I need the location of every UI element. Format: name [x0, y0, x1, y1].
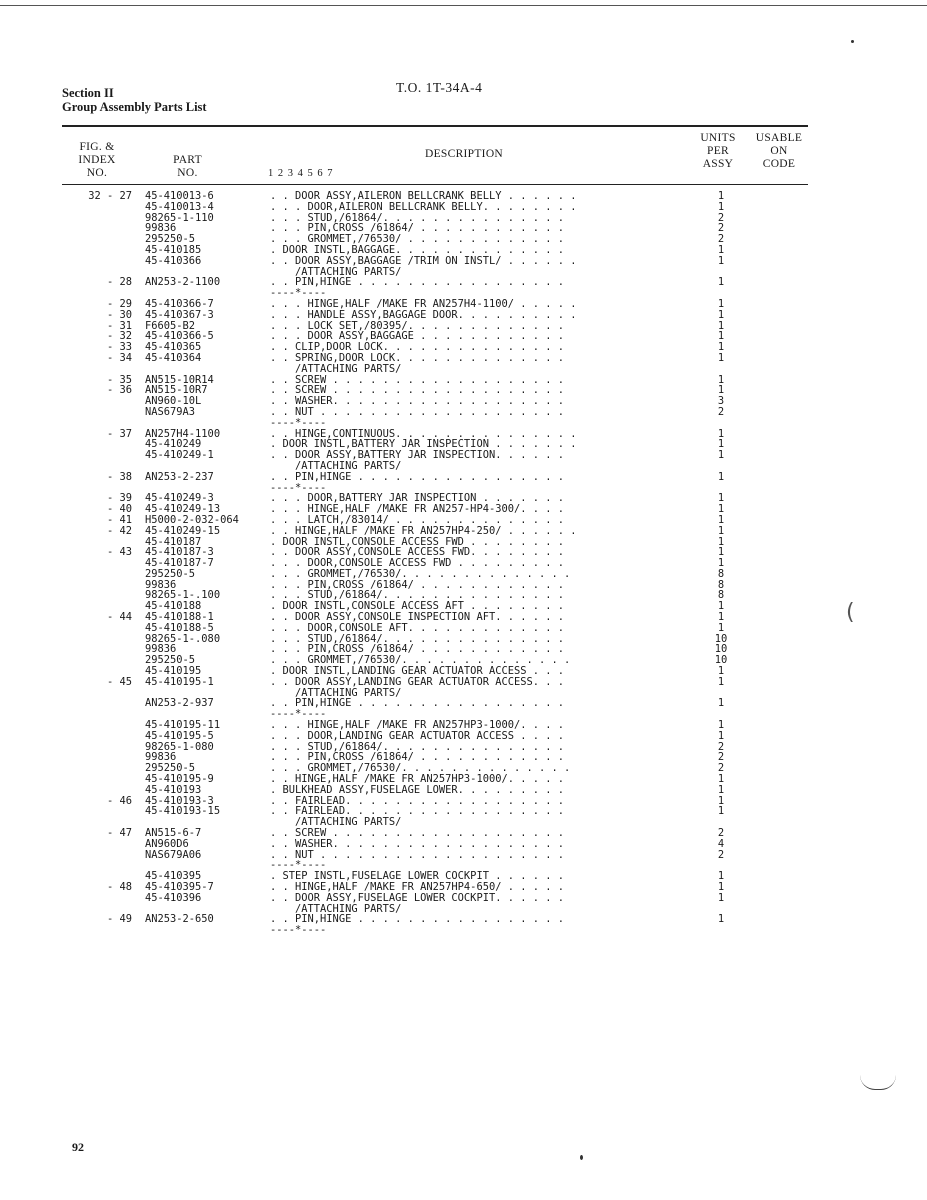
units-per-assy-cell: 1	[717, 535, 725, 548]
fig-index-cell: - 45	[106, 675, 132, 688]
fig-index-cell: - 34	[106, 351, 132, 364]
table-row	[0, 526, 927, 537]
units-per-assy-cell: 1	[717, 449, 725, 462]
description-cell: . . NUT . . . . . . . . . . . . . . . . . . . .	[270, 848, 565, 861]
description-cell: . . SCREW . . . . . . . . . . . . . . . . . . .	[270, 384, 565, 397]
col-header-usable-on-code	[748, 132, 810, 171]
fig-index-cell: - 43	[106, 546, 132, 559]
fig-index-cell: - 31	[106, 319, 132, 332]
table-row	[0, 277, 927, 288]
margin-stroke-mark	[860, 1075, 896, 1090]
part-number-cell: 45-410187-7	[145, 557, 214, 570]
table-row	[0, 850, 927, 861]
part-number-cell: F6605-B2	[145, 319, 196, 332]
part-number-cell: 45-410366-5	[145, 330, 214, 343]
units-per-assy-cell: 1	[717, 881, 725, 893]
col-header-line: ON	[770, 145, 788, 157]
units-per-assy-cell: 10	[714, 632, 728, 645]
description-cell: . . . DOOR,CONSOLE ACCESS FWD . . . . . . . . .	[270, 557, 565, 570]
part-number-cell: 45-410395-7	[145, 881, 214, 893]
table-row	[0, 418, 927, 429]
units-per-assy-cell: 1	[717, 891, 725, 904]
units-per-assy-cell: 1	[717, 427, 725, 440]
part-number-cell: 45-410188	[145, 600, 202, 613]
description-cell: . . DOOR ASSY,CONSOLE ACCESS FWD. . . . . . . .	[270, 546, 565, 559]
part-number-cell: 45-410367-3	[145, 308, 214, 321]
description-cell: . . FAIRLEAD. . . . . . . . . . . . . . . . . .	[270, 805, 565, 818]
table-row	[0, 893, 927, 904]
description-cell: ----*----	[270, 859, 327, 872]
units-per-assy-cell: 1	[717, 384, 725, 397]
units-per-assy-cell: 1	[717, 621, 725, 634]
part-number-cell: 45-410395	[145, 870, 202, 883]
fig-index-cell: 32 - 27	[88, 190, 132, 202]
table-row	[0, 925, 927, 936]
col-header-line: UNITS	[700, 132, 736, 144]
part-number-cell: AN253-2-650	[145, 913, 214, 926]
table-row	[0, 806, 927, 817]
description-cell: . . DOOR ASSY,BATTERY JAR INSPECTION. . . . . .	[270, 449, 565, 462]
units-per-assy-cell: 2	[717, 740, 725, 753]
table-row	[0, 256, 927, 267]
fig-index-cell: - 30	[106, 308, 132, 321]
description-cell: . . DOOR ASSY,FUSELAGE LOWER COCKPIT. . . . . .	[270, 891, 565, 904]
part-number-cell: 295250-5	[145, 654, 196, 667]
fig-index-cell: - 39	[106, 492, 132, 505]
description-cell: . . . LATCH,/83014/ . . . . . . . . . . . . . .	[270, 513, 565, 526]
fig-index-cell: - 35	[106, 373, 132, 386]
part-number-cell: 45-410366	[145, 254, 202, 267]
part-number-cell: 98265-1-110	[145, 211, 214, 224]
description-cell: /ATTACHING PARTS/	[270, 816, 402, 829]
description-cell: . . WASHER. . . . . . . . . . . . . . . . . . .	[270, 837, 565, 850]
table-row	[0, 472, 927, 483]
part-number-cell: 98265-1-.080	[145, 632, 221, 645]
description-cell: . . . STUD,/61864/. . . . . . . . . . . . . . .	[270, 740, 565, 753]
fig-index-cell: - 46	[106, 794, 132, 807]
part-number-cell: 45-410013-4	[145, 200, 214, 213]
units-per-assy-cell: 1	[717, 513, 725, 526]
description-cell: . . NUT . . . . . . . . . . . . . . . . . . . .	[270, 405, 565, 418]
page-number: 92	[72, 1140, 84, 1154]
col-header-description: DESCRIPTION	[424, 148, 504, 160]
description-cell: . . . HINGE,HALF /MAKE FR AN257-HP4-300/. . . .	[270, 503, 565, 516]
col-header-units-per-assy	[690, 132, 746, 171]
units-per-assy-cell: 1	[717, 805, 725, 818]
col-header-indent-levels: 1 2 3 4 5 6 7	[268, 168, 334, 179]
description-cell: . DOOR INSTL,CONSOLE ACCESS FWD . . . . . . . .	[270, 535, 565, 548]
description-cell: ----*----	[270, 287, 327, 300]
units-per-assy-cell: 1	[717, 665, 725, 678]
table-row	[0, 310, 927, 321]
part-number-cell: 45-410195	[145, 665, 202, 678]
description-cell: . . PIN,HINGE . . . . . . . . . . . . . . . . .	[270, 697, 565, 710]
units-per-assy-cell: 1	[717, 913, 725, 926]
units-per-assy-cell: 1	[717, 254, 725, 267]
fig-index-cell: - 40	[106, 503, 132, 516]
col-header-line: PART	[173, 154, 202, 166]
description-cell: . . HINGE,HALF /MAKE FR AN257HP3-1000/. . . . .	[270, 773, 565, 786]
description-cell: . DOOR INSTL,CONSOLE ACCESS AFT . . . . . . . .	[270, 600, 565, 613]
units-per-assy-cell: 1	[717, 341, 725, 354]
col-header-line: NO.	[86, 167, 108, 179]
part-number-cell: 45-410193-3	[145, 794, 214, 807]
scan-speck	[580, 1155, 583, 1160]
description-cell: /ATTACHING PARTS/	[270, 686, 402, 699]
description-cell: . . . DOOR,LANDING GEAR ACTUATOR ACCESS . . . .	[270, 729, 565, 742]
units-per-assy-cell: 2	[717, 211, 725, 224]
part-number-cell: 45-410249-15	[145, 524, 221, 537]
part-number-cell: 45-410193	[145, 783, 202, 796]
fig-index-cell: - 48	[106, 881, 132, 893]
part-number-cell: 45-410195-9	[145, 773, 214, 786]
units-per-assy-cell: 1	[717, 297, 725, 310]
fig-index-cell: - 41	[106, 513, 132, 526]
description-cell: . . . DOOR ASSY,BAGGAGE . . . . . . . . . . . .	[270, 330, 565, 343]
description-cell: ----*----	[270, 708, 327, 721]
description-cell: . . . GROMMET,/76530/. . . . . . . . . . . . . .	[270, 654, 571, 667]
part-number-cell: 45-410187-3	[145, 546, 214, 559]
part-number-cell: 99836	[145, 222, 177, 235]
units-per-assy-cell: 1	[717, 200, 725, 213]
units-per-assy-cell: 1	[717, 373, 725, 386]
units-per-assy-cell: 1	[717, 492, 725, 505]
description-cell: . . SCREW . . . . . . . . . . . . . . . . . . .	[270, 827, 565, 840]
units-per-assy-cell: 1	[717, 276, 725, 289]
table-row	[0, 202, 927, 213]
part-number-cell: 99836	[145, 643, 177, 656]
table-row	[0, 839, 927, 850]
units-per-assy-cell: 2	[717, 827, 725, 840]
units-per-assy-cell: 1	[717, 438, 725, 451]
fig-index-cell: - 29	[106, 297, 132, 310]
table-row	[0, 407, 927, 418]
description-cell: . . PIN,HINGE . . . . . . . . . . . . . . . . .	[270, 913, 565, 926]
part-number-cell: AN960D6	[145, 837, 189, 850]
part-number-cell: AN515-6-7	[145, 827, 202, 840]
part-number-cell: NAS679A3	[145, 405, 196, 418]
section-header	[62, 86, 207, 114]
description-cell: . . . DOOR,AILERON BELLCRANK BELLY. . . . . . . .	[270, 200, 577, 213]
col-header-line: CODE	[762, 158, 796, 170]
table-row	[0, 914, 927, 925]
description-cell: . . . STUD,/61864/. . . . . . . . . . . . . . .	[270, 632, 565, 645]
units-per-assy-cell: 1	[717, 243, 725, 256]
description-cell: . . DOOR ASSY,CONSOLE INSPECTION AFT. . . . . .	[270, 611, 565, 624]
description-cell: ----*----	[270, 924, 327, 937]
part-number-cell: H5000-2-032-064	[145, 513, 239, 526]
description-cell: . . PIN,HINGE . . . . . . . . . . . . . . . . .	[270, 470, 565, 483]
part-number-cell: 295250-5	[145, 762, 196, 775]
part-number-cell: 45-410249-1	[145, 449, 214, 462]
part-number-cell: 45-410188-5	[145, 621, 214, 634]
part-number-cell: AN257H4-1100	[145, 427, 221, 440]
fig-index-cell: - 32	[106, 330, 132, 343]
units-per-assy-cell: 1	[717, 675, 725, 688]
description-cell: . . . HINGE,HALF /MAKE FR AN257H4-1100/ . . . . .	[270, 297, 577, 310]
description-cell: . . HINGE,HALF /MAKE FR AN257HP4-250/ . . . . . .	[270, 524, 577, 537]
units-per-assy-cell: 1	[717, 546, 725, 559]
fig-index-cell: - 28	[106, 276, 132, 289]
table-header-rule	[62, 184, 808, 185]
table-row	[0, 698, 927, 709]
units-per-assy-cell: 10	[714, 654, 728, 667]
part-number-cell: 295250-5	[145, 233, 196, 246]
fig-index-cell: - 38	[106, 470, 132, 483]
part-number-cell: 45-410365	[145, 341, 202, 354]
description-cell: . . . STUD,/61864/. . . . . . . . . . . . . . .	[270, 211, 565, 224]
parts-list-table	[0, 191, 927, 936]
units-per-assy-cell: 2	[717, 848, 725, 861]
units-per-assy-cell: 8	[717, 578, 725, 591]
description-cell: . . SCREW . . . . . . . . . . . . . . . . . . .	[270, 373, 565, 386]
description-cell: . . FAIRLEAD. . . . . . . . . . . . . . . . . .	[270, 794, 565, 807]
section-subtitle: Group Assembly Parts List	[62, 100, 207, 114]
description-cell: . . . PIN,CROSS /61864/ . . . . . . . . . . . .	[270, 222, 565, 235]
units-per-assy-cell: 1	[717, 557, 725, 570]
units-per-assy-cell: 8	[717, 589, 725, 602]
part-number-cell: 45-410193-15	[145, 805, 221, 818]
table-row	[0, 353, 927, 364]
description-cell: . DOOR INSTL,BATTERY JAR INSPECTION . . . . . . .	[270, 438, 577, 451]
description-cell: . . SPRING,DOOR LOCK. . . . . . . . . . . . . .	[270, 351, 565, 364]
table-row	[0, 785, 927, 796]
description-cell: . . . GROMMET,/76530/. . . . . . . . . . . . . .	[270, 567, 571, 580]
part-number-cell: 295250-5	[145, 567, 196, 580]
description-cell: . . WASHER. . . . . . . . . . . . . . . . . . .	[270, 395, 565, 408]
description-cell: . . . DOOR,CONSOLE AFT. . . . . . . . . . . . .	[270, 621, 565, 634]
units-per-assy-cell: 1	[717, 330, 725, 343]
description-cell: . . HINGE,HALF /MAKE FR AN257HP4-650/ . . . . .	[270, 881, 565, 893]
col-header-line: USABLE	[755, 132, 803, 144]
col-header-line: PER	[707, 145, 729, 157]
part-number-cell: 45-410195-11	[145, 719, 221, 732]
units-per-assy-cell: 2	[717, 233, 725, 246]
units-per-assy-cell: 1	[717, 351, 725, 364]
part-number-cell: 45-410185	[145, 243, 202, 256]
part-number-cell: 45-410195-1	[145, 675, 214, 688]
units-per-assy-cell: 1	[717, 783, 725, 796]
part-number-cell: 45-410188-1	[145, 611, 214, 624]
units-per-assy-cell: 8	[717, 567, 725, 580]
part-number-cell: 45-410249-3	[145, 492, 214, 505]
description-cell: . STEP INSTL,FUSELAGE LOWER COCKPIT . . . . . .	[270, 870, 565, 883]
to-number: T.O. 1T-34A-4	[396, 80, 483, 95]
fig-index-cell: - 49	[106, 913, 132, 926]
part-number-cell: 45-410249-13	[145, 503, 221, 516]
description-cell: /ATTACHING PARTS/	[270, 362, 402, 375]
fig-index-cell: - 42	[106, 524, 132, 537]
fig-index-cell: - 47	[106, 827, 132, 840]
units-per-assy-cell: 1	[717, 319, 725, 332]
description-cell: . DOOR INSTL,BAGGAGE. . . . . . . . . . . . . .	[270, 243, 565, 256]
description-cell: . . . GROMMET,/76530/ . . . . . . . . . . . . .	[270, 233, 565, 246]
description-cell: . . PIN,HINGE . . . . . . . . . . . . . . . . .	[270, 276, 565, 289]
part-number-cell: AN515-10R7	[145, 384, 208, 397]
units-per-assy-cell: 1	[717, 719, 725, 732]
col-header-line: FIG. &	[79, 141, 115, 153]
units-per-assy-cell: 1	[717, 600, 725, 613]
description-cell: . DOOR INSTL,LANDING GEAR ACTUATOR ACCESS . . .	[270, 665, 565, 678]
units-per-assy-cell: 1	[717, 729, 725, 742]
col-header-line: NO.	[177, 167, 198, 179]
description-cell: . . . LOCK SET,/80395/. . . . . . . . . . . . .	[270, 319, 565, 332]
page-top-border	[0, 5, 927, 6]
col-header-line: INDEX	[78, 154, 116, 166]
part-number-cell: AN253-2-237	[145, 470, 214, 483]
description-cell: . . . STUD,/61864/. . . . . . . . . . . . . . .	[270, 589, 565, 602]
description-cell: . . . PIN,CROSS /61864/ . . . . . . . . . . . .	[270, 578, 565, 591]
description-cell: . . . HANDLE ASSY,BAGGAGE DOOR. . . . . . . . . .	[270, 308, 577, 321]
part-number-cell: 98265-1-080	[145, 740, 214, 753]
description-cell: . . . GROMMET,/76530/. . . . . . . . . . . . . .	[270, 762, 571, 775]
part-number-cell: AN253-2-937	[145, 697, 214, 710]
part-number-cell: 45-410013-6	[145, 190, 214, 202]
units-per-assy-cell: 10	[714, 643, 728, 656]
units-per-assy-cell: 1	[717, 794, 725, 807]
description-cell: /ATTACHING PARTS/	[270, 265, 402, 278]
units-per-assy-cell: 1	[717, 190, 725, 202]
table-row	[0, 364, 927, 375]
part-number-cell: 45-410249	[145, 438, 202, 451]
description-cell: . . CLIP,DOOR LOCK. . . . . . . . . . . . . . .	[270, 341, 565, 354]
fig-index-cell: - 36	[106, 384, 132, 397]
units-per-assy-cell: 1	[717, 870, 725, 883]
description-cell: . . . HINGE,HALF /MAKE FR AN257HP3-1000/. . . .	[270, 719, 565, 732]
description-cell: . . DOOR ASSY,AILERON BELLCRANK BELLY . . . . . .	[270, 190, 577, 202]
fig-index-cell: - 44	[106, 611, 132, 624]
part-number-cell: 45-410187	[145, 535, 202, 548]
units-per-assy-cell: 1	[717, 773, 725, 786]
description-cell: . . . PIN,CROSS /61864/ . . . . . . . . . . . .	[270, 643, 565, 656]
part-number-cell: 99836	[145, 578, 177, 591]
fig-index-cell: - 33	[106, 341, 132, 354]
part-number-cell: 45-410195-5	[145, 729, 214, 742]
part-number-cell: 45-410396	[145, 891, 202, 904]
part-number-cell: AN515-10R14	[145, 373, 214, 386]
units-per-assy-cell: 1	[717, 697, 725, 710]
part-number-cell: AN253-2-1100	[145, 276, 221, 289]
units-per-assy-cell: 1	[717, 524, 725, 537]
table-row	[0, 677, 927, 688]
description-cell: . . . DOOR,BATTERY JAR INSPECTION . . . . . . .	[270, 492, 565, 505]
units-per-assy-cell: 1	[717, 470, 725, 483]
description-cell: /ATTACHING PARTS/	[270, 902, 402, 915]
part-number-cell: AN960-10L	[145, 395, 202, 408]
units-per-assy-cell: 2	[717, 751, 725, 764]
description-cell: ----*----	[270, 416, 327, 429]
units-per-assy-cell: 4	[717, 837, 725, 850]
description-cell: /ATTACHING PARTS/	[270, 459, 402, 472]
part-number-cell: NAS679A06	[145, 848, 202, 861]
col-header-line: ASSY	[702, 158, 734, 170]
part-number-cell: 45-410366-7	[145, 297, 214, 310]
description-cell: . BULKHEAD ASSY,FUSELAGE LOWER. . . . . . . . .	[270, 783, 565, 796]
description-cell: ----*----	[270, 481, 327, 494]
description-cell: . . DOOR ASSY,LANDING GEAR ACTUATOR ACCESS. . .	[270, 675, 565, 688]
scan-speck	[851, 40, 854, 43]
units-per-assy-cell: 3	[717, 395, 725, 408]
margin-bracket-mark: (	[846, 600, 855, 625]
part-number-cell: 99836	[145, 751, 177, 764]
units-per-assy-cell: 2	[717, 762, 725, 775]
units-per-assy-cell: 2	[717, 222, 725, 235]
fig-index-cell: - 37	[106, 427, 132, 440]
part-number-cell: 45-410364	[145, 351, 202, 364]
col-header-part-no	[150, 154, 225, 180]
units-per-assy-cell: 2	[717, 405, 725, 418]
col-header-fig-index	[62, 141, 132, 180]
units-per-assy-cell: 1	[717, 308, 725, 321]
units-per-assy-cell: 1	[717, 503, 725, 516]
description-cell: . . . PIN,CROSS /61864/ . . . . . . . . . . . .	[270, 751, 565, 764]
units-per-assy-cell: 1	[717, 611, 725, 624]
table-top-rule	[62, 125, 808, 127]
section-label: Section II	[62, 86, 114, 100]
description-cell: . . DOOR ASSY,BAGGAGE /TRIM ON INSTL/ . . . . . .	[270, 254, 577, 267]
description-cell: . . HINGE,CONTINUOUS. . . . . . . . . . . . . . .	[270, 427, 577, 440]
table-row	[0, 450, 927, 461]
part-number-cell: 98265-1-.100	[145, 589, 221, 602]
